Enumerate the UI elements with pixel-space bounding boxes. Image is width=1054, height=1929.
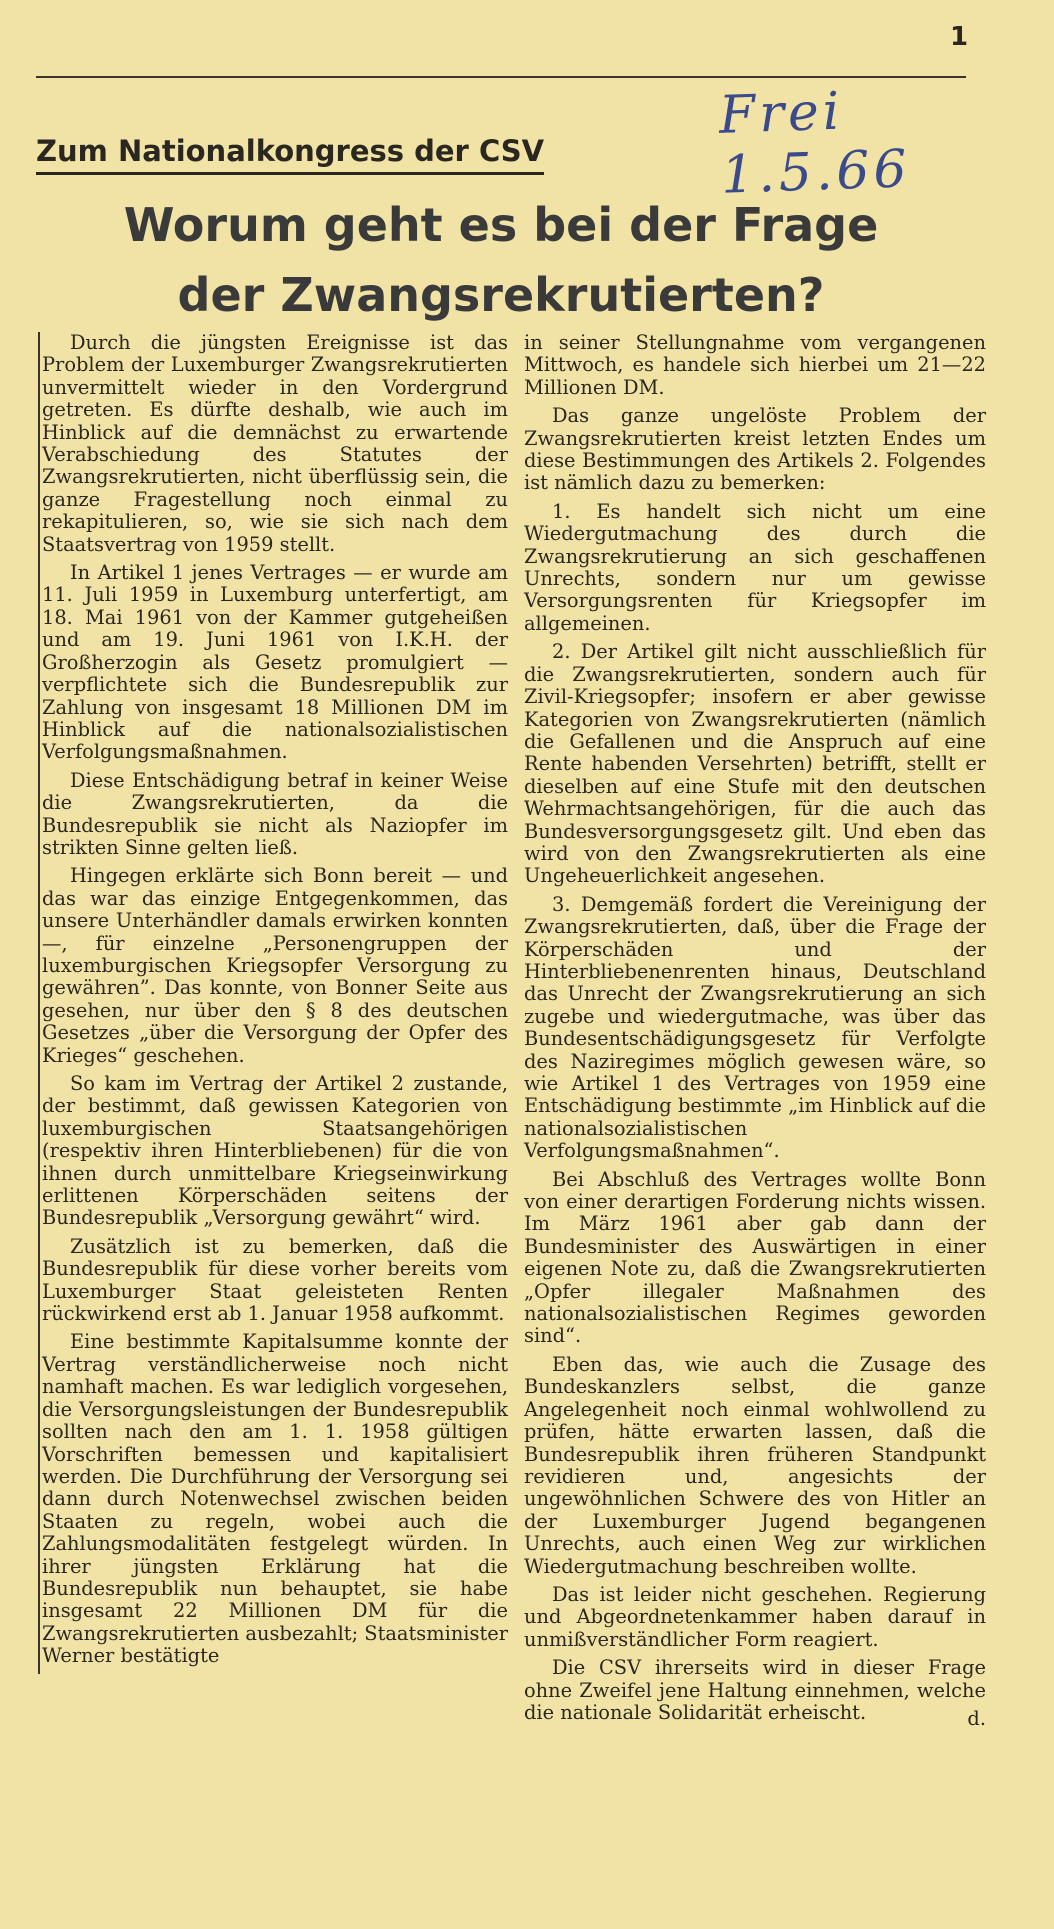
article-headline <box>36 190 966 330</box>
paragraph: Eben das, wie auch die Zusage des Bundeskanzlers selbst, die ganze Angelegenheit noch einmal wohlwollend zu prüfen, hätte erwarten lassen, daß die Bundesrepublik ihren früheren Standpunkt revidieren und, angesichts der ungewöhnlichen Schwere des von Hitler an der Luxemburger Jugend begangenen Unrechts, auch einen Weg zur wirklichen Wiedergutmachung beschreiben wollte. <box>524 1352 986 1578</box>
paragraph: 1. Es handelt sich nicht um eine Wiedergutmachung des durch die Zwangsrekrutierung an sich geschaffenen Unrechts, sondern nur um gewisse Versorgungsrenten für Kriegsopfer im allgemeinen. <box>524 499 986 635</box>
headline-line-2: der Zwangsrekrutierten? <box>177 268 825 322</box>
paragraph: in seiner Stellungnahme vom vergangenen Mittwoch, es handele sich hierbei um 21—22 Millionen DM. <box>524 331 986 399</box>
paragraph: Bei Abschluß des Vertrages wollte Bonn von einer derartigen Forderung nichts wissen. Im März 1961 aber gab dann der Bundesminister des Auswärtigen in einer eigenen Note zu, daß die Zwangsrekrutierten „Opfer illegaler Maßnahmen des nationalsozialistischen Regimes geworden sind“. <box>524 1167 986 1348</box>
paragraph: In Artikel 1 jenes Vertrages — er wurde am 11. Juli 1959 in Luxemburg unterfertigt, am 18. Mai 1961 von der Kammer gutgeheißen und am 19. Juni 1961 von I.K.H. der Großherzogin als Gesetz promulgiert — verpflichtete sich die Bundesrepublik zur Zahlung von insgesamt 18 Millionen DM im Hinblick auf die nationalsozialistischen Verfolgungsmaßnahmen. <box>42 561 508 764</box>
paragraph: So kam im Vertrag der Artikel 2 zustande, der bestimmt, daß gewissen Kategorien von luxemburgischen Staatsangehörigen (respektiv ihren Hinterbliebenen) für die von ihnen durch unmittelbare Kriegseinwirkung erlittenen Körperschäden seitens der Bundesrepublik „Versorgung gewährt“ wird. <box>42 1072 508 1230</box>
top-rule <box>36 76 966 78</box>
page-number: 1 <box>950 22 969 52</box>
author-signoff: d. <box>967 1707 986 1731</box>
paragraph: Zusätzlich ist zu bemerken, daß die Bundesrepublik für diese vorher bereits vom Luxemburger Staat geleisteten Renten rückwirkend erst ab 1. Januar 1958 aufkommt. <box>42 1234 508 1326</box>
headline-line-1: Worum geht es bei der Frage <box>123 198 879 252</box>
paragraph: Die CSV ihrerseits wird in dieser Frage ohne Zweifel jene Haltung einnehmen, welche die nationale Solidarität erheischt. <box>524 1656 986 1724</box>
paragraph: Eine bestimmte Kapitalsumme konnte der Vertrag verständlicherweise noch nicht namhaft machen. Es war lediglich vorgesehen, die Versorgungsleistungen der Bundesrepublik sollten nach den am 1. 1. 1958 gültigen Vorschriften bemessen und kapitalisiert werden. Die Durchführung der Versorgung sei dann durch Notenwechsel zwischen beiden Staaten zu regeln, wobei auch die Zahlungsmodalitäten festgelegt würden. In ihrer jüngsten Erklärung hat die Bundesrepublik nun behauptet, sie habe insgesamt 22 Millionen DM für die Zwangsrekrutierten ausbezahlt; Staatsminister Werner bestätigte <box>42 1330 508 1668</box>
paragraph: Durch die jüngsten Ereignisse ist das Problem der Luxemburger Zwangsrekrutierten unvermittelt wieder in den Vordergrund getreten. Es dürfte deshalb, wie auch im Hinblick auf die demnächst zu erwartende Verabschiedung des Statutes der Zwangsrekrutierten, nicht überflüssig sein, die ganze Fragestellung noch einmal zu rekapitulieren, so, wie sie sich nach dem Staatsvertrag von 1959 stellt. <box>42 331 508 556</box>
paragraph: Das ganze ungelöste Problem der Zwangsrekrutierten kreist letzten Endes um diese Bestimmungen des Artikels 2. Folgendes ist nämlich dazu zu bemerken: <box>524 404 986 495</box>
kicker-heading: Zum Nationalkongress der CSV <box>36 134 544 175</box>
paragraph: 3. Demgemäß fordert die Vereinigung der Zwangsrekrutierten, daß, über die Frage der Körperschäden und der Hinterbliebenenrenten hinaus, Deutschland das Unrecht der Zwangsrekrutierung an sich zugebe und wiedergutmache, was über das Bundesentschädigungsgesetz für Verfolgte des Naziregimes möglich gewesen wäre, so wie Artikel 1 des Vertrages von 1959 eine Entschädigung bestimmte „im Hinblick auf die nationalsozialistischen Verfolgungsmaßnahmen“. <box>524 892 986 1163</box>
handwritten-date-note: Frei 1.5.66 <box>718 81 912 206</box>
paragraph: 2. Der Artikel gilt nicht ausschließlich für die Zwangsrekrutierten, sondern auch für Zivil-Kriegsopfer; insofern er aber gewisse Kategorien von Zwangsrekrutierten (nämlich die Gefallenen und die Anspruch auf eine Rente habenden Versehrten) betrifft, stellt er dieselben auf eine Stufe mit den deutschen Wehrmachtsangehörigen, für die auch das Bundesversorgungsgesetz gilt. Und eben das wird von den Zwangsrekrutierten als eine Ungeheuerlichkeit angesehen. <box>524 640 986 888</box>
article-column-right <box>524 332 986 1737</box>
paragraph: Hingegen erklärte sich Bonn bereit — und das war das einzige Entgegenkommen, das unsere Unterhändler damals erwirken konnten —, für einzelne „Personengruppen der luxemburgischen Kriegsopfer Versorgung zu gewähren”. Das konnte, von Bonner Seite aus gesehen, nur über den § 8 des deutschen Gesetzes „über die Versorgung der Opfer des Krieges“ geschehen. <box>42 864 508 1067</box>
paragraph: Das ist leider nicht geschehen. Regierung und Abgeordnetenkammer haben darauf in unmißverständlicher Form reagiert. <box>524 1582 986 1651</box>
article-column-left <box>38 332 508 1674</box>
paragraph: Diese Entschädigung betraf in keiner Weise die Zwangsrekrutierten, da die Bundesrepublik sie nicht als Naziopfer im strikten Sinne gelten ließ. <box>42 768 508 859</box>
